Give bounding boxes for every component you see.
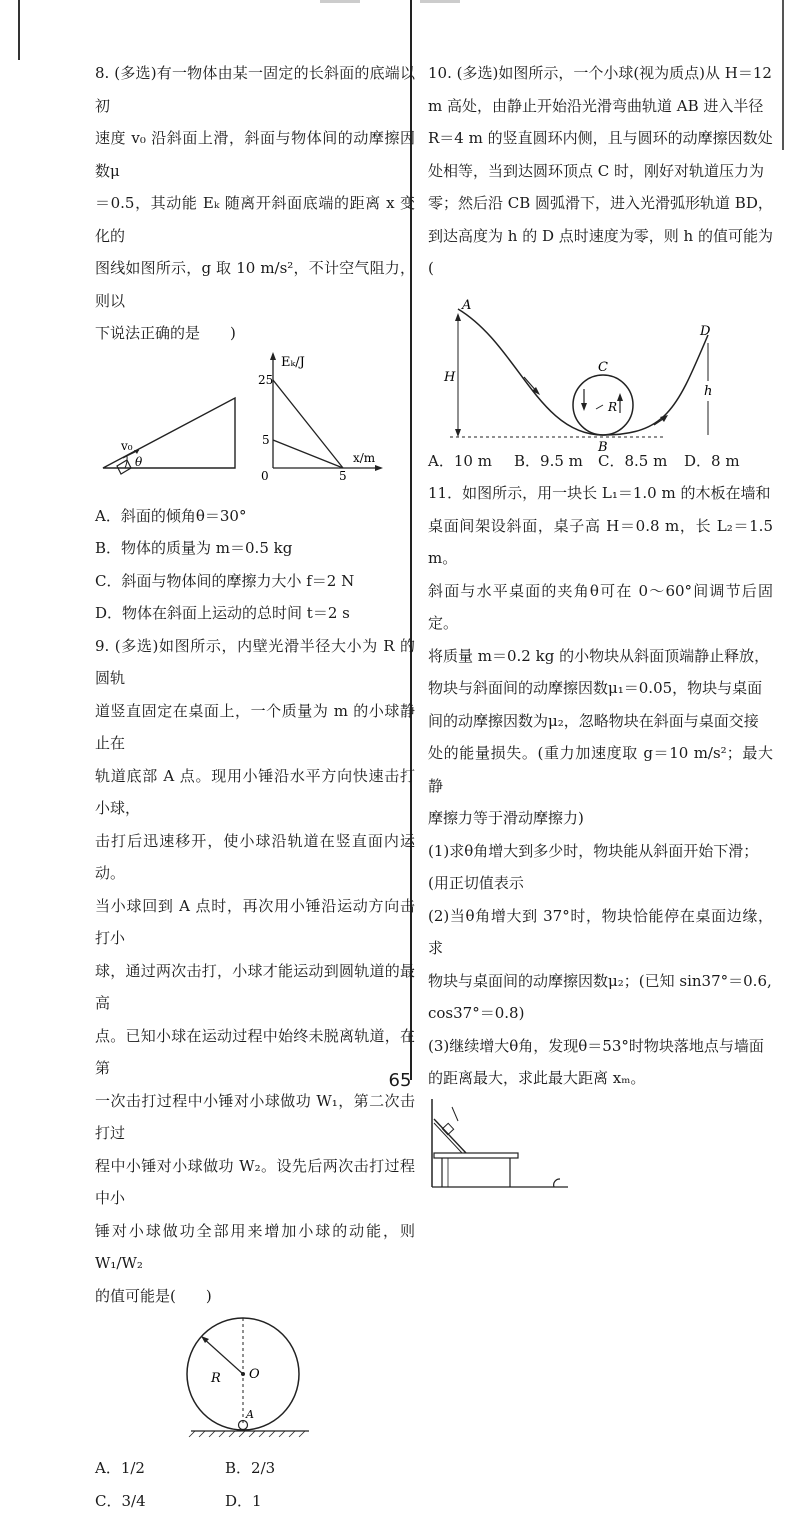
center-label: O [249, 1367, 260, 1382]
q11-line: 摩擦力等于滑动摩擦力) [428, 802, 773, 835]
x-axis-label: x/m [353, 451, 376, 465]
height-H-label: H [443, 370, 456, 385]
table-top [434, 1153, 518, 1158]
q11-line: 桌面间架设斜面，桌子高 H＝0.8 m，长 L₂＝1.5 m。 [428, 510, 773, 575]
q8-line: ＝0.5，其动能 Eₖ 随离开斜面底端的距离 x 变化的 [95, 187, 415, 252]
q8-option-c: C．斜面与物体间的摩擦力大小 f＝2 N [95, 565, 415, 598]
q8-line: 图线如图所示，g 取 10 m/s²，不计空气阻力，则以 [95, 252, 415, 317]
theta-label: θ [135, 455, 143, 469]
scan-artifact [320, 0, 360, 3]
q10-line: 零；然后沿 CB 圆弧滑下，进入光滑弧形轨道 BD， [428, 187, 773, 220]
line-up [273, 380, 343, 468]
q8-figure [95, 350, 415, 500]
q9-line: 道竖直固定在桌面上，一个质量为 m 的小球静止在 [95, 695, 415, 760]
q8-option-b: B．物体的质量为 m＝0.5 kg [95, 532, 415, 565]
q9-option-a: A．1/2 [95, 1452, 225, 1485]
q10-option-b: B．9.5 m [514, 445, 598, 478]
q11-line: 将质量 m＝0.2 kg 的小物块从斜面顶端静止释放， [428, 640, 773, 673]
incline-diagram [103, 398, 235, 474]
q11-line: 11．如图所示，用一块长 L₁＝1.0 m 的木板在墙和 [428, 477, 773, 510]
point-a-label: A [461, 298, 471, 313]
q9-option-d: D．1 [225, 1485, 262, 1517]
q9-line: 锤对小球做功全部用来增加小球的动能，则 W₁/W₂ [95, 1215, 415, 1280]
page-number: 65 [0, 1070, 800, 1091]
point-c-label: C [598, 360, 608, 375]
q9-line: 击打后迅速移开，使小球沿轨道在竖直面内运动。 [95, 825, 415, 890]
right-column [428, 57, 773, 1195]
q11-line: 斜面与水平桌面的夹角θ可在 0～60°间调节后固定。 [428, 575, 773, 640]
q10-option-c: C．8.5 m [598, 445, 684, 478]
question-8 [95, 57, 415, 630]
q11-line: (2)当θ角增大到 37°时，物块恰能停在桌面边缘，求 [428, 900, 773, 965]
q11-line: 物块与斜面间的动摩擦因数μ₁＝0.05，物块与桌面 [428, 672, 773, 705]
q10-line: m 高处，由静止开始沿光滑弯曲轨道 AB 进入半径 [428, 90, 773, 123]
y-tick-5: 5 [262, 433, 270, 447]
q9-line: 轨道底部 A 点。现用小锤沿水平方向快速击打小球， [95, 760, 415, 825]
q8-line: 8. (多选)有一物体由某一固定的长斜面的底端以初 [95, 57, 415, 122]
radius-label: R [210, 1371, 221, 1386]
q10-line: ( [428, 252, 773, 285]
q9-option-b: B．2/3 [225, 1452, 275, 1485]
q10-line: 10. (多选)如图所示，一个小球(视为质点)从 H＝12 [428, 57, 773, 90]
y-tick-25: 25 [258, 373, 273, 387]
q11-line: (1)求θ角增大到多少时，物块能从斜面开始下滑； [428, 835, 773, 868]
q11-line: 间的动摩擦因数为μ₂，忽略物块在斜面与桌面交接 [428, 705, 773, 738]
q9-line: 的值可能是( ) [95, 1280, 415, 1313]
q10-line: R＝4 m 的竖直圆环内侧，且与圆环的动摩擦因数处 [428, 122, 773, 155]
x-tick-5: 5 [339, 469, 347, 483]
q9-figure [95, 1312, 415, 1452]
q11-line: 的距离最大，求此最大距离 xₘ。 [428, 1062, 773, 1095]
scan-artifact [420, 0, 460, 3]
point-d-label: D [699, 324, 711, 339]
q10-line: 处相等，当到达圆环顶点 C 时，刚好对轨道压力为 [428, 155, 773, 188]
q11-line: (用正切值表示 [428, 867, 773, 900]
left-column [95, 57, 415, 1517]
q11-line: 物块与桌面间的动摩擦因数μ₂；(已知 sin37°＝0.6, [428, 965, 773, 998]
height-h-label: h [704, 384, 712, 399]
q11-line: (3)继续增大θ角，发现θ＝53°时物块落地点与墙面 [428, 1030, 773, 1063]
ek-x-graph [258, 352, 383, 483]
q9-option-c: C．3/4 [95, 1485, 225, 1517]
q9-line: 当小球回到 A 点时，再次用小锤沿运动方向击打小 [95, 890, 415, 955]
q9-line: 一次击打过程中小锤对小球做功 W₁，第二次击打过 [95, 1085, 415, 1150]
q11-line: cos37°＝0.8) [428, 997, 773, 1030]
ek-axis-label: Eₖ/J [281, 355, 305, 370]
q11-line: 处的能量损失。(重力加速度取 g＝10 m/s²；最大静 [428, 737, 773, 802]
q10-line: 到达高度为 h 的 D 点时速度为零，则 h 的值可能为 [428, 220, 773, 253]
q8-line: 速度 v₀ 沿斜面上滑，斜面与物体间的动摩擦因数μ [95, 122, 415, 187]
q9-line: 球，通过两次击打，小球才能运动到圆轨道的最高 [95, 955, 415, 1020]
point-b-label: B [597, 440, 608, 455]
scan-edge-mark-right [782, 0, 784, 150]
q10-figure [428, 285, 773, 445]
origin-label: 0 [261, 469, 269, 483]
v0-label: v₀ [120, 439, 133, 453]
q8-option-a: A．斜面的倾角θ＝30° [95, 500, 415, 533]
q8-option-d: D．物体在斜面上运动的总时间 t＝2 s [95, 597, 415, 630]
incline-board [434, 1119, 466, 1153]
q9-line: 9. (多选)如图所示，内壁光滑半径大小为 R 的圆轨 [95, 630, 415, 695]
q9-line: 点。已知小球在运动过程中始终未脱离轨道，在第 [95, 1020, 415, 1085]
q11-figure [428, 1095, 773, 1195]
q10-option-a: A．10 m [428, 445, 514, 478]
q8-line: 下说法正确的是 ) [95, 317, 415, 350]
q9-line: 程中小锤对小球做功 W₂。设先后两次击打过程中小 [95, 1150, 415, 1215]
point-a-label: A [245, 1408, 254, 1421]
curved-track [458, 309, 708, 435]
question-10 [428, 57, 773, 477]
scan-edge-mark-left [18, 0, 20, 60]
q10-option-d: D．8 m [684, 445, 740, 478]
radius-label: R [607, 400, 617, 414]
